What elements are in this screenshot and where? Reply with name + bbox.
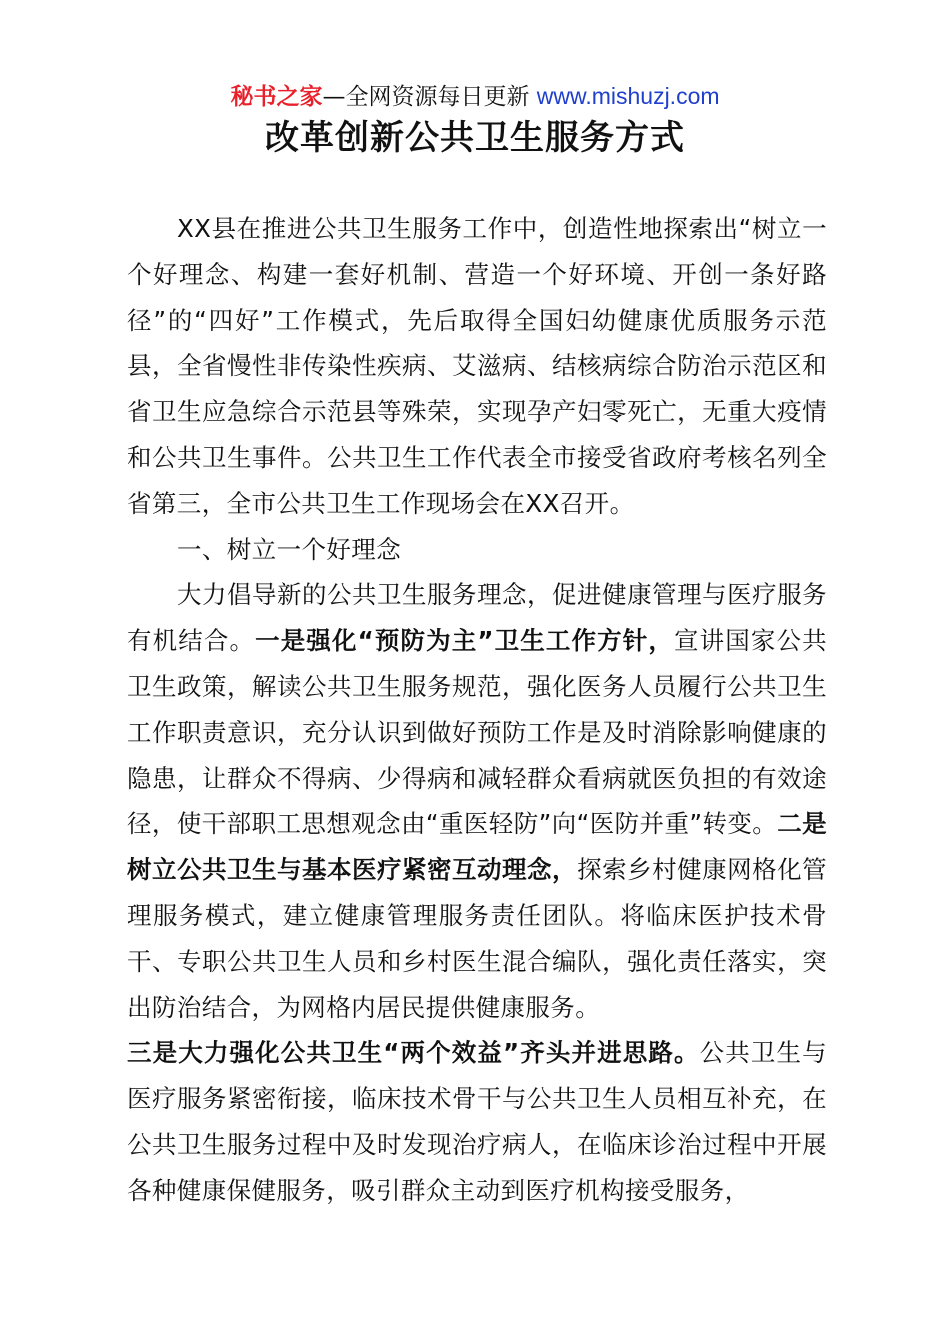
text-run: 大力倡导新的公共卫生服务理念，促进健康管理与医疗服务有机结合。 bbox=[127, 580, 827, 656]
body-paragraph bbox=[127, 206, 827, 527]
text-run: 一、树立一个好理念 bbox=[177, 534, 402, 564]
document-title: 改革创新公共卫生服务方式 bbox=[265, 118, 685, 158]
bold-phrase: 二是树立公共卫生与基本医疗紧密互动理念， bbox=[127, 809, 827, 885]
bold-phrase: 一是强化“预防为主”卫生工作方针， bbox=[255, 626, 674, 656]
bold-phrase: 三是大力强化公共卫生“两个效益”齐头并进思路。 bbox=[127, 1038, 700, 1068]
document-body bbox=[127, 206, 827, 1214]
body-paragraph bbox=[127, 1030, 827, 1213]
text-run: 公共卫生与医疗服务紧密衔接，临床技术骨干与公共卫生人员相互补充，在公共卫生服务过程中及时发现治疗病人，在临床诊治过程中开展各种健康保健服务，吸引群众主动到医疗机构接受服务， bbox=[127, 1038, 827, 1205]
text-run: 探索乡村健康网格化管理服务模式，建立健康管理服务责任团队。将临床医护技术骨干、专职公共卫生人员和乡村医生混合编队，强化责任落实，突出防治结合，为网格内居民提供健康服务。 bbox=[127, 855, 827, 1022]
text-run: XX县在推进公共卫生服务工作中，创造性地探索出“树立一个好理念、构建一套好机制、营造一个好环境、开创一条好路径”的“四好”工作模式，先后取得全国妇幼健康优质服务示范县，全省慢性非传染性疾病、艾滋病、结核病综合防治示范区和省卫生应急综合示范县等殊荣，实现孕产妇零死亡，无重大疫情和公共卫生事件。公共卫生工作代表全市接受省政府考核名列全省第三，全市公共卫生工作现场会在XX召开。 bbox=[127, 214, 827, 518]
site-header bbox=[0, 80, 950, 113]
text-run: 宣讲国家公共卫生政策，解读公共卫生服务规范，强化医务人员履行公共卫生工作职责意识，充分认识到做好预防工作是及时消除影响健康的隐患，让群众不得病、少得病和减轻群众看病就医负担的有效途径，使干部职工思想观念由“重医轻防”向“医防并重”转变。 bbox=[127, 626, 827, 839]
site-url-link[interactable]: www.mishuzj.com bbox=[536, 83, 720, 109]
body-paragraph bbox=[127, 527, 827, 573]
body-paragraph bbox=[127, 572, 827, 1030]
site-brand: 秘书之家 bbox=[230, 84, 323, 110]
site-tagline: —全网资源每日更新 bbox=[322, 84, 537, 110]
